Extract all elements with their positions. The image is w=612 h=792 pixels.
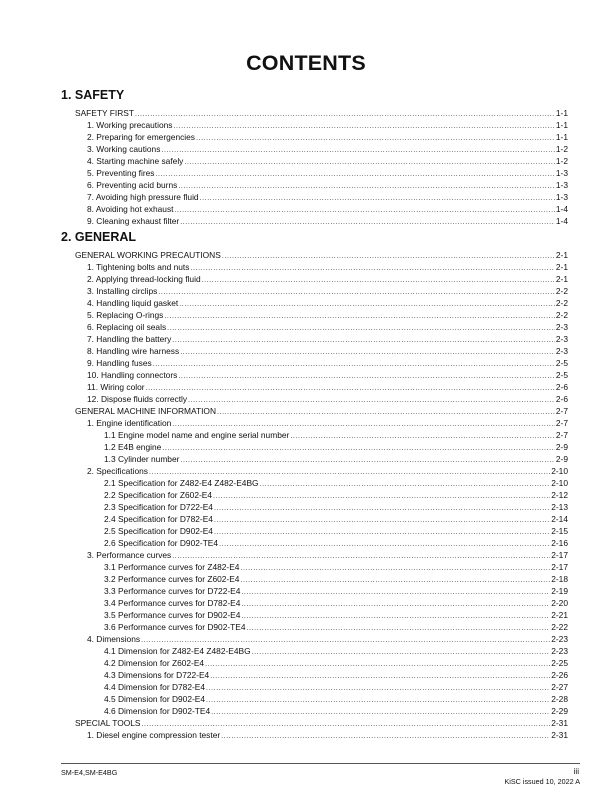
toc-entry-page: 2-17 [551, 562, 568, 572]
toc-entry[interactable] [87, 309, 568, 321]
toc-entry-label: 4.5 Dimension for D902-E4 [104, 694, 206, 704]
toc-entry-page: 2-26 [551, 670, 568, 680]
toc-entry-page: 2-6 [555, 394, 568, 404]
dot-leader [149, 467, 550, 477]
toc-entry[interactable] [75, 405, 568, 417]
toc-entry-page: 2-5 [555, 358, 568, 368]
dot-leader [172, 419, 555, 429]
dot-leader [241, 599, 550, 609]
toc-entry[interactable] [87, 155, 568, 167]
toc-entry-label: 8. Avoiding hot exhaust [87, 204, 174, 214]
toc-entry-label: 4.3 Dimensions for D722-E4 [104, 670, 210, 680]
toc-entry-page: 2-22 [551, 622, 568, 632]
toc-entry-page: 2-3 [555, 334, 568, 344]
toc-entry[interactable] [87, 345, 568, 357]
footer-page-number: iii [573, 767, 579, 776]
dot-leader [156, 169, 555, 179]
dot-leader [158, 287, 555, 297]
toc-entry[interactable] [87, 549, 568, 561]
toc-entry-label: 2.6 Specification for D902-TE4 [104, 538, 219, 548]
toc-entry[interactable] [104, 477, 568, 489]
toc-entry[interactable] [87, 357, 568, 369]
dot-leader [206, 695, 550, 705]
dot-leader [202, 275, 555, 285]
dot-leader [240, 575, 550, 585]
dot-leader [214, 527, 550, 537]
toc-entry-page: 2-7 [555, 430, 568, 440]
toc-entry-label: 4.1 Dimension for Z482-E4 Z482-E4BG [104, 646, 251, 656]
dot-leader [174, 121, 555, 131]
toc-entry-page: 2-31 [551, 730, 568, 740]
toc-entry-label: GENERAL MACHINE INFORMATION [75, 406, 216, 416]
toc-entry-label: 4. Starting machine safely [87, 156, 184, 166]
toc-entry-label: 3.2 Performance curves for Z602-E4 [104, 574, 240, 584]
toc-entry-page: 2-2 [555, 310, 568, 320]
toc-entry-label: 8. Handling wire harness [87, 346, 180, 356]
toc-entry-page: 2-1 [555, 274, 568, 284]
dot-leader [172, 335, 555, 345]
dot-leader [213, 491, 550, 501]
dot-leader [260, 479, 551, 489]
toc-entry-label: 2.5 Specification for D902-E4 [104, 526, 213, 536]
toc-entry[interactable] [87, 417, 568, 429]
toc-entry-label: 4. Dimensions [87, 634, 141, 644]
dot-leader [188, 395, 555, 405]
toc-entry[interactable] [87, 143, 568, 155]
toc-entry-page: 2-14 [551, 514, 568, 524]
toc-entry-page: 2-2 [555, 286, 568, 296]
toc-entry-label: 3.4 Performance curves for D782-E4 [104, 598, 241, 608]
toc-entry[interactable] [87, 131, 568, 143]
toc-entry-page: 1-3 [555, 168, 568, 178]
toc-entry[interactable] [87, 191, 568, 203]
toc-entry-page: 2-7 [555, 406, 568, 416]
chapter-heading-safety: 1. SAFETY [61, 88, 125, 102]
toc-entry[interactable] [75, 107, 568, 119]
dot-leader [162, 443, 555, 453]
toc-entry-page: 2-6 [555, 382, 568, 392]
toc-entry-label: GENERAL WORKING PRECAUTIONS [75, 250, 221, 260]
toc-entry[interactable] [104, 609, 568, 621]
toc-entry-page: 2-15 [551, 526, 568, 536]
toc-entry-label: 3.6 Performance curves for D902-TE4 [104, 622, 246, 632]
toc-entry-page: 2-23 [551, 634, 568, 644]
toc-entry[interactable] [104, 453, 568, 465]
page-title: CONTENTS [246, 51, 366, 75]
toc-entry-page: 2-5 [555, 370, 568, 380]
footer-issued: KiSC issued 10, 2022 A [504, 777, 580, 786]
toc-entry[interactable] [87, 465, 568, 477]
toc-entry[interactable] [104, 561, 568, 573]
dot-leader [210, 671, 550, 681]
toc-entry-page: 2-2 [555, 298, 568, 308]
toc-entry-label: 2. Preparing for emergencies [87, 132, 195, 142]
toc-entry[interactable] [104, 585, 568, 597]
toc-entry[interactable] [87, 203, 568, 215]
toc-entry-page: 1-3 [555, 180, 568, 190]
toc-entry-label: 6. Preventing acid burns [87, 180, 178, 190]
dot-leader [240, 563, 550, 573]
toc-entry[interactable] [87, 381, 568, 393]
toc-entry-page: 2-10 [551, 466, 568, 476]
toc-entry-label: SAFETY FIRST [75, 108, 134, 118]
toc-entry-label: 5. Preventing fires [87, 168, 155, 178]
dot-leader [200, 193, 555, 203]
dot-leader [161, 145, 554, 155]
toc-entry-page: 1-1 [555, 120, 568, 130]
toc-entry-label: 3. Working cautions [87, 144, 161, 154]
toc-entry-page: 2-9 [555, 454, 568, 464]
toc-entry[interactable] [104, 429, 568, 441]
toc-entry-label: 3. Performance curves [87, 550, 172, 560]
dot-leader [221, 731, 550, 741]
toc-entry-label: 4. Handling liquid gasket [87, 298, 179, 308]
toc-entry-page: 2-21 [551, 610, 568, 620]
toc-entry-label: 4.2 Dimension for Z602-E4 [104, 658, 205, 668]
toc-entry-page: 1-4 [555, 216, 568, 226]
toc-entry-page: 1-1 [555, 108, 568, 118]
toc-entry-label: 2.3 Specification for D722-E4 [104, 502, 213, 512]
footer-divider [61, 763, 580, 764]
toc-entry[interactable] [87, 261, 568, 273]
toc-entry-page: 2-19 [551, 586, 568, 596]
dot-leader [167, 323, 555, 333]
dot-leader [290, 431, 555, 441]
toc-entry[interactable] [87, 179, 568, 191]
toc-entry[interactable] [87, 297, 568, 309]
toc-entry-page: 2-23 [551, 646, 568, 656]
toc-entry[interactable] [104, 513, 568, 525]
toc-entry[interactable] [75, 717, 568, 729]
toc-entry-label: 3.1 Performance curves for Z482-E4 [104, 562, 240, 572]
toc-entry[interactable] [104, 597, 568, 609]
toc-entry[interactable] [104, 657, 568, 669]
toc-entry-page: 2-20 [551, 598, 568, 608]
toc-entry-label: 11. Wiring color [87, 382, 145, 392]
dot-leader [180, 347, 555, 357]
toc-entry-label: SPECIAL TOOLS [75, 718, 141, 728]
dot-leader [214, 515, 550, 525]
toc-entry[interactable] [104, 669, 568, 681]
toc-entry[interactable] [104, 525, 568, 537]
dot-leader [190, 263, 554, 273]
dot-leader [179, 299, 555, 309]
toc-entry-label: 7. Avoiding high pressure fluid [87, 192, 199, 202]
dot-leader [247, 623, 551, 633]
toc-entry[interactable] [87, 321, 568, 333]
toc-entry[interactable] [87, 215, 568, 227]
toc-entry[interactable] [104, 537, 568, 549]
dot-leader [222, 251, 555, 261]
dot-leader [206, 683, 550, 693]
dot-leader [214, 503, 550, 513]
dot-leader [252, 647, 551, 657]
toc-entry[interactable] [87, 633, 568, 645]
dot-leader [141, 635, 550, 645]
dot-leader [146, 383, 555, 393]
toc-entry-page: 2-27 [551, 682, 568, 692]
dot-leader [178, 181, 555, 191]
dot-leader [180, 455, 554, 465]
dot-leader [241, 611, 550, 621]
toc-entry-page: 2-25 [551, 658, 568, 668]
toc-entry-page: 1-3 [555, 192, 568, 202]
toc-entry[interactable] [104, 501, 568, 513]
toc-entry-page: 2-1 [555, 262, 568, 272]
toc-entry[interactable] [104, 573, 568, 585]
toc-entry-label: 3. Installing circlips [87, 286, 158, 296]
dot-leader [184, 157, 555, 167]
toc-entry-page: 2-29 [551, 706, 568, 716]
dot-leader [174, 205, 554, 215]
toc-entry-page: 1-1 [555, 132, 568, 142]
toc-entry-page: 2-1 [555, 250, 568, 260]
toc-entry[interactable] [87, 273, 568, 285]
toc-entry-page: 1-2 [555, 156, 568, 166]
toc-entry[interactable] [104, 705, 568, 717]
toc-entry-page: 2-17 [551, 550, 568, 560]
dot-leader [141, 719, 550, 729]
toc-entry-label: 2.2 Specification for Z602-E4 [104, 490, 213, 500]
toc-entry-label: 1. Tightening bolts and nuts [87, 262, 190, 272]
dot-leader [219, 539, 550, 549]
toc-entry-page: 2-7 [555, 418, 568, 428]
toc-entry[interactable] [87, 167, 568, 179]
toc-entry[interactable] [87, 729, 568, 741]
toc-entry-label: 9. Handling fuses [87, 358, 152, 368]
toc-entry-page: 1-4 [555, 204, 568, 214]
toc-entry[interactable] [87, 393, 568, 405]
toc-entry-page: 2-3 [555, 346, 568, 356]
toc-entry-page: 2-12 [551, 490, 568, 500]
toc-entry-page: 2-10 [551, 478, 568, 488]
toc-entry[interactable] [104, 621, 568, 633]
dot-leader [211, 707, 550, 717]
toc-entry-label: 1.1 Engine model name and engine serial number [104, 430, 290, 440]
toc-entry-label: 6. Replacing oil seals [87, 322, 167, 332]
toc-entry[interactable] [104, 681, 568, 693]
toc-entry[interactable] [87, 369, 568, 381]
toc-entry-page: 2-28 [551, 694, 568, 704]
toc-entry-page: 2-13 [551, 502, 568, 512]
toc-entry-page: 2-18 [551, 574, 568, 584]
toc-entry-label: 5. Replacing O-rings [87, 310, 164, 320]
toc-entry-page: 1-2 [555, 144, 568, 154]
toc-entry[interactable] [87, 285, 568, 297]
toc-entry-label: 1.3 Cylinder number [104, 454, 180, 464]
dot-leader [205, 659, 550, 669]
dot-leader [196, 133, 555, 143]
dot-leader [241, 587, 550, 597]
footer-doc-code: SM-E4,SM-E4BG [61, 768, 118, 777]
toc-entry[interactable] [75, 249, 568, 261]
toc-entry-label: 7. Handling the battery [87, 334, 172, 344]
toc-entry-page: 2-31 [551, 718, 568, 728]
dot-leader [178, 371, 555, 381]
toc-entry[interactable] [104, 489, 568, 501]
toc-entry-label: 2. Specifications [87, 466, 148, 476]
toc-entry-label: 3.5 Performance curves for D902-E4 [104, 610, 241, 620]
dot-leader [172, 551, 550, 561]
toc-entry[interactable] [104, 441, 568, 453]
toc-entry-label: 3.3 Performance curves for D722-E4 [104, 586, 241, 596]
toc-entry-label: 9. Cleaning exhaust filter [87, 216, 180, 226]
toc-entry[interactable] [104, 693, 568, 705]
toc-entry-label: 2.4 Specification for D782-E4 [104, 514, 213, 524]
toc-entry-page: 2-3 [555, 322, 568, 332]
dot-leader [217, 407, 555, 417]
toc-entry-label: 1. Diesel engine compression tester [87, 730, 221, 740]
dot-leader [180, 217, 555, 227]
toc-entry-label: 1. Engine identification [87, 418, 172, 428]
toc-entry[interactable] [87, 119, 568, 131]
dot-leader [135, 109, 555, 119]
toc-entry-label: 10. Handling connectors [87, 370, 178, 380]
toc-entry[interactable] [87, 333, 568, 345]
toc-entry-page: 2-16 [551, 538, 568, 548]
dot-leader [164, 311, 555, 321]
toc-entry-label: 2. Applying thread-locking fluid [87, 274, 201, 284]
dot-leader [153, 359, 555, 369]
toc-entry-label: 1.2 E4B engine [104, 442, 162, 452]
toc-entry-label: 4.4 Dimension for D782-E4 [104, 682, 206, 692]
toc-entry-label: 1. Working precautions [87, 120, 173, 130]
chapter-heading-general: 2. GENERAL [61, 230, 137, 244]
toc-entry[interactable] [104, 645, 568, 657]
toc-entry-label: 12. Dispose fluids correctly [87, 394, 188, 404]
toc-entry-page: 2-9 [555, 442, 568, 452]
toc-entry-label: 2.1 Specification for Z482-E4 Z482-E4BG [104, 478, 259, 488]
toc-entry-label: 4.6 Dimension for D902-TE4 [104, 706, 211, 716]
